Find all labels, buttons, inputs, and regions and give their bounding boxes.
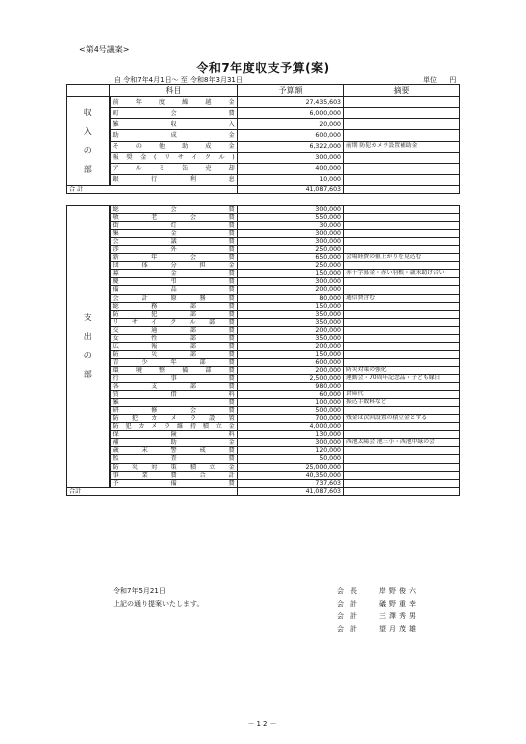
table-row xyxy=(67,246,460,254)
item-name: 予備費 xyxy=(110,479,238,487)
table-row xyxy=(67,310,460,318)
item-name: 行事費 xyxy=(110,374,238,382)
item-amount: 20,000 xyxy=(238,119,344,130)
item-amount: 2,500,000 xyxy=(238,374,344,382)
item-amount: 650,000 xyxy=(238,254,344,262)
item-amount: 250,000 xyxy=(238,262,344,270)
item-amount: 27,435,603 xyxy=(238,97,344,108)
signatory xyxy=(337,624,419,637)
table-row xyxy=(67,278,460,286)
item-amount: 300,000 xyxy=(238,230,344,238)
item-amount: 25,000,000 xyxy=(238,463,344,471)
item-note xyxy=(344,383,460,391)
item-note xyxy=(344,214,460,222)
item-name: 防犯部費 xyxy=(110,310,238,318)
item-note xyxy=(344,479,460,487)
item-amount: 40,350,000 xyxy=(238,471,344,479)
expense-section-char: 出 xyxy=(83,332,92,342)
item-note: 運動会・70周年記念品・子ども縁日 xyxy=(344,374,460,382)
item-note xyxy=(344,471,460,479)
signatory xyxy=(337,586,419,599)
signatory-role: 会計 xyxy=(337,624,363,633)
item-amount: 150,000 xyxy=(238,350,344,358)
item-amount: 600,000 xyxy=(238,358,344,366)
table-row xyxy=(67,407,460,415)
signatory-role: 会計 xyxy=(337,612,363,620)
item-note xyxy=(344,310,460,318)
item-amount: 4,000,000 xyxy=(238,423,344,431)
item-note xyxy=(344,447,460,455)
table-row xyxy=(67,230,460,238)
signatory xyxy=(337,611,419,624)
item-name: 事業費合計 xyxy=(110,471,238,479)
item-note xyxy=(344,358,460,366)
item-amount: 350,000 xyxy=(238,310,344,318)
item-amount: 200,000 xyxy=(238,342,344,350)
item-amount: 300,000 xyxy=(238,238,344,246)
expense-section-char: 支 xyxy=(83,313,92,323)
header-budget: 予算額 xyxy=(238,85,344,97)
signatory-name: 岸野俊六 xyxy=(379,587,419,595)
item-name: アルミ缶売却 xyxy=(110,163,238,174)
item-note xyxy=(344,278,460,286)
item-name: 慶弔費 xyxy=(110,278,238,286)
agenda-number: <第4号議案> xyxy=(79,45,130,54)
item-amount: 150,000 xyxy=(238,270,344,278)
item-amount: 80,000 xyxy=(238,294,344,302)
income-section-char: 部 xyxy=(83,165,92,174)
income-section-char: 入 xyxy=(83,127,92,136)
income-section-char: 収 xyxy=(83,108,92,117)
item-note xyxy=(344,222,460,230)
item-amount: 60,000 xyxy=(238,391,344,399)
expense-table xyxy=(66,205,460,496)
item-name: 各支部費 xyxy=(110,383,238,391)
item-name: その他助成金 xyxy=(110,141,238,152)
item-name: 街灯費 xyxy=(110,222,238,230)
item-name: 防犯カメラ維持積立金 xyxy=(110,423,238,431)
item-name: 防災部費 xyxy=(110,350,238,358)
item-amount: 200,000 xyxy=(238,326,344,334)
item-name: 雑収入 xyxy=(110,119,238,130)
item-name: 青少年部費 xyxy=(110,358,238,366)
item-amount: 300,000 xyxy=(238,439,344,447)
table-row xyxy=(67,174,460,185)
table-row xyxy=(67,350,460,358)
table-row xyxy=(67,431,460,439)
item-note: 振込手数料など xyxy=(344,399,460,407)
item-amount: 300,000 xyxy=(238,152,344,163)
table-row xyxy=(67,383,460,391)
item-note xyxy=(344,97,460,108)
item-name: 前年度繰越金 xyxy=(110,97,238,108)
table-row xyxy=(67,286,460,294)
item-amount: 150,000 xyxy=(238,302,344,310)
table-row xyxy=(67,455,460,463)
expense-section-label xyxy=(67,206,110,488)
total-label: 合計 xyxy=(67,487,238,495)
table-row xyxy=(67,391,460,399)
table-row xyxy=(67,214,460,222)
table-row xyxy=(67,294,460,302)
item-name: 集金費 xyxy=(110,230,238,238)
page-title: 令和7年度収支予算(案) xyxy=(196,61,330,75)
header-remarks: 摘要 xyxy=(344,85,460,97)
item-name: 総務部費 xyxy=(110,302,238,310)
item-note xyxy=(344,119,460,130)
item-name: 補助金 xyxy=(110,439,238,447)
table-row xyxy=(67,399,460,407)
item-note xyxy=(344,130,460,141)
income-table xyxy=(66,84,460,194)
table-row xyxy=(67,97,460,108)
item-amount: 500,000 xyxy=(238,407,344,415)
table-row xyxy=(67,463,460,471)
item-amount: 10,000 xyxy=(238,174,344,185)
item-note xyxy=(344,318,460,326)
table-row xyxy=(67,141,460,152)
signatory-name: 三澤秀男 xyxy=(379,612,419,620)
header-subject: 科目 xyxy=(110,85,238,97)
item-name: リサイクル部費 xyxy=(110,318,238,326)
table-row xyxy=(67,163,460,174)
table-row xyxy=(67,130,460,141)
item-amount: 980,000 xyxy=(238,383,344,391)
item-amount: 300,000 xyxy=(238,278,344,286)
header-blank xyxy=(67,85,110,97)
item-amount: 550,000 xyxy=(238,214,344,222)
income-section-char: の xyxy=(83,146,92,155)
table-row xyxy=(67,342,460,350)
table-row xyxy=(67,254,460,262)
item-note xyxy=(344,262,460,270)
total-amount: 41,087,603 xyxy=(238,487,344,495)
table-row xyxy=(67,206,460,214)
item-name: 交通部費 xyxy=(110,326,238,334)
item-name: 団体分担金 xyxy=(110,262,238,270)
item-amount: 700,000 xyxy=(238,415,344,423)
item-name: 会計原務費 xyxy=(110,294,238,302)
total-note xyxy=(344,487,460,495)
item-note: 残金は次回設置の積立金とする xyxy=(344,415,460,423)
item-name: 新年会費 xyxy=(110,254,238,262)
item-amount: 200,000 xyxy=(238,286,344,294)
item-name: 会議費 xyxy=(110,238,238,246)
item-note: 会場経費の値上がりを見込む xyxy=(344,254,460,262)
proposal-text: 上記の通り提案いたします。 xyxy=(113,600,204,608)
total-amount: 41,087,603 xyxy=(238,186,344,194)
income-section-label xyxy=(67,97,110,186)
table-header-row xyxy=(67,85,460,97)
table-row xyxy=(67,374,460,382)
table-row xyxy=(67,119,460,130)
proposal-date: 令和7年5月21日 xyxy=(113,587,166,595)
item-name: 防災対策積立金 xyxy=(110,463,238,471)
item-note xyxy=(344,463,460,471)
item-note: 通信費含む xyxy=(344,294,460,302)
table-row xyxy=(67,423,460,431)
table-row xyxy=(67,334,460,342)
item-note xyxy=(344,350,460,358)
expense-section-char: の xyxy=(83,351,92,361)
item-note: 西池太陽会 池三小・西池中緑の会 xyxy=(344,439,460,447)
table-row xyxy=(67,302,460,310)
item-note xyxy=(344,286,460,294)
item-note: 倉庫代 xyxy=(344,391,460,399)
item-amount: 350,000 xyxy=(238,334,344,342)
item-name: 敬老会費 xyxy=(110,214,238,222)
signatory-name: 望月茂雄 xyxy=(379,624,419,633)
item-note xyxy=(344,407,460,415)
table-row xyxy=(67,270,460,278)
item-note: 前期 防犯カメラ設置補助金 xyxy=(344,141,460,152)
table-row xyxy=(67,222,460,230)
item-amount: 200,000 xyxy=(238,366,344,374)
item-name: 広報部費 xyxy=(110,342,238,350)
item-name: 渉外費 xyxy=(110,246,238,254)
item-name: 助成金 xyxy=(110,130,238,141)
item-name: 町会費 xyxy=(110,108,238,119)
table-row xyxy=(67,439,460,447)
item-name: 銀行利息 xyxy=(110,174,238,185)
item-name: 雑費 xyxy=(110,399,238,407)
item-amount: 350,000 xyxy=(238,318,344,326)
signatory-list xyxy=(337,586,419,636)
item-note xyxy=(344,206,460,214)
item-note xyxy=(344,174,460,185)
table-row xyxy=(67,366,460,374)
signatory xyxy=(337,599,419,612)
item-note xyxy=(344,163,460,174)
item-note xyxy=(344,334,460,342)
total-row xyxy=(67,487,460,495)
signatory-role: 会長 xyxy=(337,587,363,595)
total-label: 合 計 xyxy=(67,186,238,194)
item-amount: 30,000 xyxy=(238,222,344,230)
unit-label: 単位 円 xyxy=(423,76,457,84)
item-note xyxy=(344,238,460,246)
item-note xyxy=(344,431,460,439)
table-row xyxy=(67,108,460,119)
item-amount: 600,000 xyxy=(238,130,344,141)
total-note xyxy=(344,186,460,194)
table-row xyxy=(67,479,460,487)
item-amount: 6,322,000 xyxy=(238,141,344,152)
item-name: 保険料 xyxy=(110,431,238,439)
signatory-name: 礒野重幸 xyxy=(379,599,419,608)
item-note: 防災対策の強化 xyxy=(344,366,460,374)
item-amount: 400,000 xyxy=(238,163,344,174)
item-note xyxy=(344,152,460,163)
table-row xyxy=(67,358,460,366)
page-number: －12－ xyxy=(247,720,279,728)
table-row xyxy=(67,447,460,455)
item-amount: 737,603 xyxy=(238,479,344,487)
item-note xyxy=(344,455,460,463)
item-name: 研修会費 xyxy=(110,407,238,415)
table-row xyxy=(67,318,460,326)
item-name: 監査費 xyxy=(110,455,238,463)
item-note xyxy=(344,230,460,238)
item-name: 報奨金(リサイクル) xyxy=(110,152,238,163)
table-row xyxy=(67,415,460,423)
item-amount: 300,000 xyxy=(238,206,344,214)
table-row xyxy=(67,326,460,334)
table-row xyxy=(67,262,460,270)
item-note xyxy=(344,246,460,254)
item-note xyxy=(344,108,460,119)
item-amount: 50,000 xyxy=(238,455,344,463)
table-row xyxy=(67,238,460,246)
item-name: 総会費 xyxy=(110,206,238,214)
table-row xyxy=(67,152,460,163)
signatory-role: 会計 xyxy=(337,599,363,608)
item-name: 備品費 xyxy=(110,286,238,294)
item-amount: 6,000,000 xyxy=(238,108,344,119)
item-note xyxy=(344,302,460,310)
item-name: 歳末警戒費 xyxy=(110,447,238,455)
item-note: 赤十字募金・赤い羽根・歳末助け合い xyxy=(344,270,460,278)
total-row xyxy=(67,186,460,194)
item-amount: 100,000 xyxy=(238,399,344,407)
item-amount: 120,000 xyxy=(238,447,344,455)
item-name: 募金費 xyxy=(110,270,238,278)
expense-section-char: 部 xyxy=(83,370,92,380)
item-name: 女性部費 xyxy=(110,334,238,342)
item-note xyxy=(344,342,460,350)
item-name: 賃借料 xyxy=(110,391,238,399)
item-amount: 250,000 xyxy=(238,246,344,254)
table-row xyxy=(67,471,460,479)
item-amount: 130,000 xyxy=(238,431,344,439)
fiscal-period: 自 令和7年4月1日～ 至 令和8年3月31日 xyxy=(114,76,243,84)
item-name: 環境整備部費 xyxy=(110,366,238,374)
item-note xyxy=(344,326,460,334)
item-name: 防犯カメラ設置 xyxy=(110,415,238,423)
item-note xyxy=(344,423,460,431)
